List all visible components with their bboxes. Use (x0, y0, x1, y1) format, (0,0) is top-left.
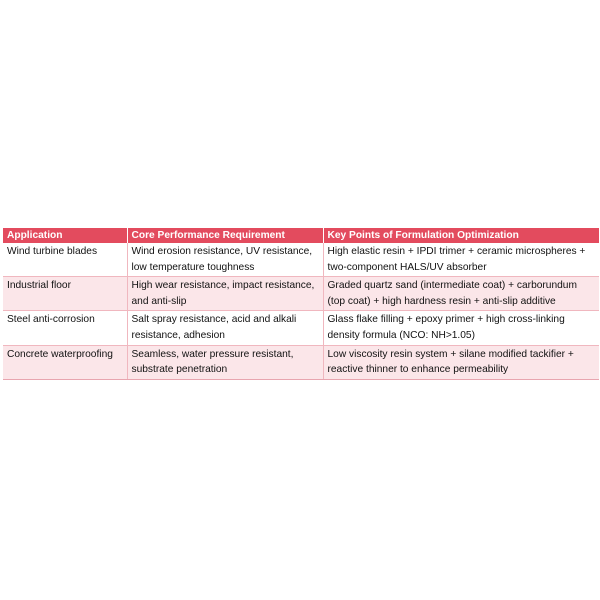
cell-requirement: Wind erosion resistance, UV resistance, low temperature toughness (127, 243, 323, 277)
cell-optimization: High elastic resin + IPDI trimer + ceramic microspheres + two-component HALS/UV absorber (323, 243, 599, 277)
header-core-performance-requirement: Core Performance Requirement (127, 228, 323, 243)
cell-requirement: Salt spray resistance, acid and alkali resistance, adhesion (127, 311, 323, 345)
header-application: Application (3, 228, 127, 243)
cell-application: Steel anti-corrosion (3, 311, 127, 345)
cell-optimization: Low viscosity resin system + silane modified tackifier + reactive thinner to enhance permeability (323, 345, 599, 379)
table-header-row (3, 228, 599, 243)
cell-application: Concrete waterproofing (3, 345, 127, 379)
formulation-table (3, 228, 599, 380)
cell-optimization: Glass flake filling + epoxy primer + high cross-linking density formula (NCO: NH>1.05) (323, 311, 599, 345)
table-row (3, 345, 599, 379)
formulation-table-container (3, 228, 599, 380)
table-row (3, 277, 599, 311)
cell-optimization: Graded quartz sand (intermediate coat) + carborundum (top coat) + high hardness resin + anti-slip additive (323, 277, 599, 311)
cell-requirement: High wear resistance, impact resistance, and anti-slip (127, 277, 323, 311)
cell-requirement: Seamless, water pressure resistant, substrate penetration (127, 345, 323, 379)
cell-application: Industrial floor (3, 277, 127, 311)
cell-application: Wind turbine blades (3, 243, 127, 277)
table-row (3, 311, 599, 345)
table-row (3, 243, 599, 277)
header-formulation-optimization: Key Points of Formulation Optimization (323, 228, 599, 243)
